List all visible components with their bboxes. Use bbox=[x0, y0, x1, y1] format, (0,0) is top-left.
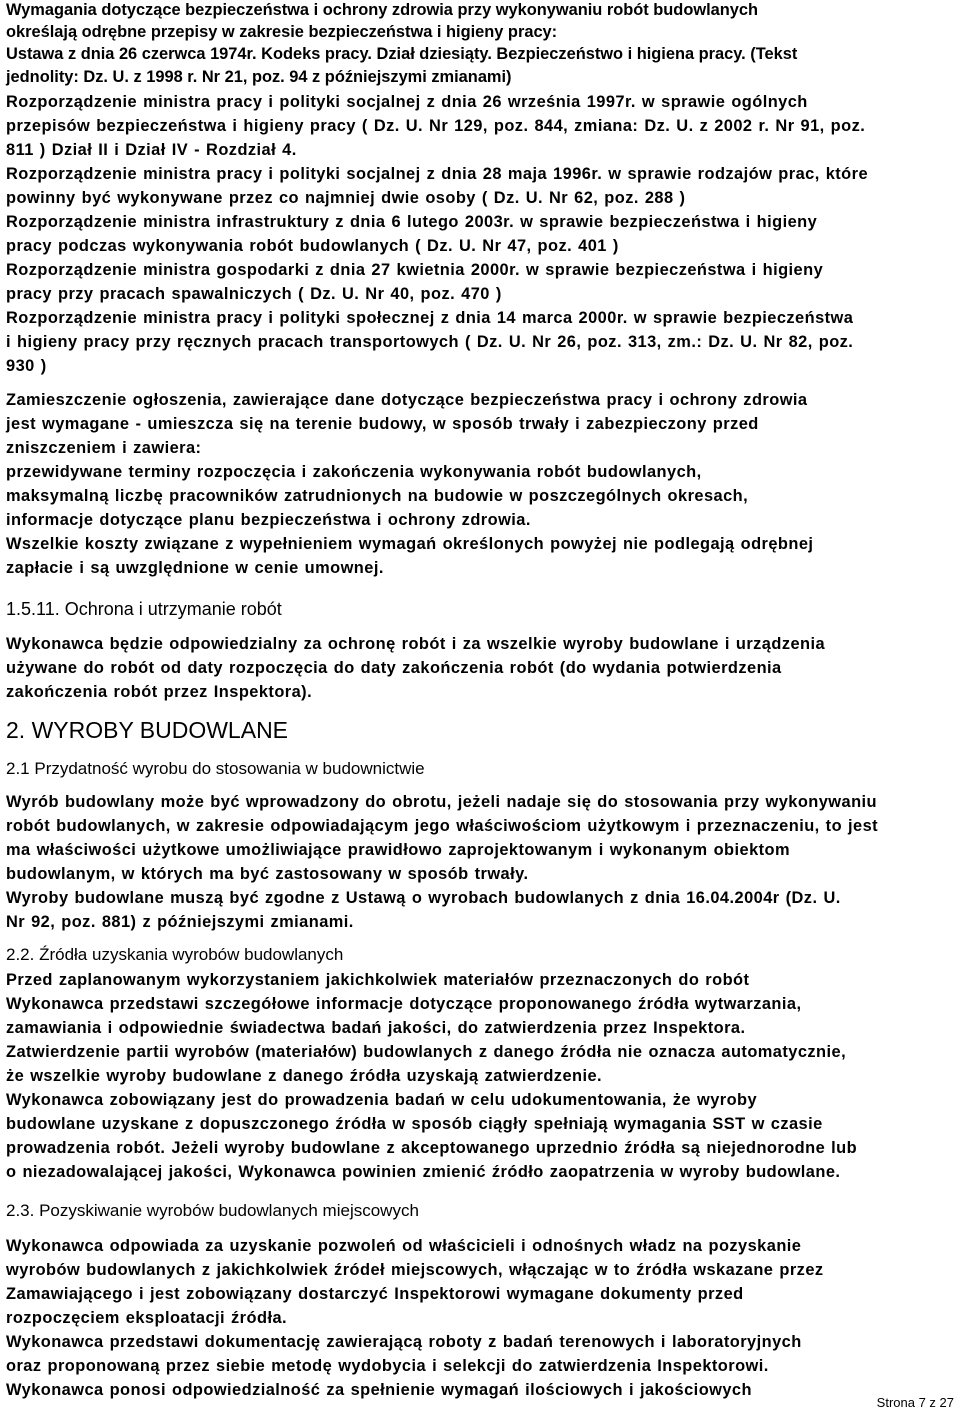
text-line: przepisów bezpieczeństwa i higieny pracy ( Dz. U. Nr 129, poz. 844, zmiana: Dz. U. z 2002 r. Nr 91, poz. bbox=[6, 117, 866, 135]
text-line: o niezadowalającej jakości, Wykonawca powinien zmienić źródło zaopatrzenia w wyroby budowlane. bbox=[6, 1163, 841, 1181]
text-line: rozpoczęciem eksploatacji źródła. bbox=[6, 1309, 288, 1327]
text-line: pracy podczas wykonywania robót budowlanych ( Dz. U. Nr 47, poz. 401 ) bbox=[6, 237, 619, 255]
text-line: informacje dotyczące planu bezpieczeństwa i ochrony zdrowia. bbox=[6, 511, 531, 529]
text-line: powinny być wykonywane przez co najmniej dwie osoby ( Dz. U. Nr 62, poz. 288 ) bbox=[6, 189, 686, 207]
section-heading-2-2: 2.2. Źródła uzyskania wyrobów budowlanych bbox=[6, 945, 344, 964]
text-line: Wykonawca będzie odpowiedzialny za ochronę robót i za wszelkie wyroby budowlane i urządzenia bbox=[6, 635, 826, 653]
text-line: Zatwierdzenie partii wyrobów (materiałów) budowlanych z danego źródła nie oznacza automatycznie, bbox=[6, 1043, 847, 1061]
text-line: zamawiania i odpowiednie świadectwa badań jakości, do zatwierdzenia przez Inspektora. bbox=[6, 1019, 746, 1037]
text-line: zakończenia robót przez Inspektora). bbox=[6, 683, 313, 701]
chapter-heading-2: 2. WYROBY BUDOWLANE bbox=[6, 717, 289, 743]
text-line: budowlanym, w których ma być zastosowany w sposób trwały. bbox=[6, 865, 529, 883]
text-line: Rozporządzenie ministra pracy i polityki socjalnej z dnia 26 września 1997r. w sprawie ogólnych bbox=[6, 93, 808, 111]
text-line: wyrobów budowlanych z jakichkolwiek źródeł miejscowych, włączając w to źródła wskazane przez bbox=[6, 1261, 824, 1279]
text-line: prowadzenia robót. Jeżeli wyroby budowlane z akceptowanego uprzednio źródła są niejednorodne lub bbox=[6, 1139, 858, 1157]
text-line: ma właściwości użytkowe umożliwiające prawidłowo zaprojektowanym i wykonanym obiektom bbox=[6, 841, 791, 859]
text-line: Wyrób budowlany może być wprowadzony do obrotu, jeżeli nadaje się do stosowania przy wykonywaniu bbox=[6, 793, 878, 811]
section-heading-2-3: 2.3. Pozyskiwanie wyrobów budowlanych miejscowych bbox=[6, 1201, 419, 1220]
text-line: Przed zaplanowanym wykorzystaniem jakichkolwiek materiałów przeznaczonych do robót bbox=[6, 971, 750, 989]
text-line: Zamieszczenie ogłoszenia, zawierające dane dotyczące bezpieczeństwa pracy i ochrony zdrowia bbox=[6, 391, 808, 409]
text-line: określają odrębne przepisy w zakresie bezpieczeństwa i higieny pracy: bbox=[6, 23, 558, 41]
section-heading-2-1: 2.1 Przydatność wyrobu do stosowania w budownictwie bbox=[6, 759, 425, 778]
text-line: Wykonawca zobowiązany jest do prowadzenia badań w celu udokumentowania, że wyroby bbox=[6, 1091, 758, 1109]
text-line: Rozporządzenie ministra gospodarki z dnia 27 kwietnia 2000r. w sprawie bezpieczeństwa i higieny bbox=[6, 261, 824, 279]
text-line: przewidywane terminy rozpoczęcia i zakończenia wykonywania robót budowlanych, bbox=[6, 463, 702, 481]
text-line: Wykonawca odpowiada za uzyskanie pozwoleń od właścicieli i odnośnych władz na pozyskanie bbox=[6, 1237, 802, 1255]
text-line: budowlane uzyskane z dopuszczonego źródła w sposób ciągły spełniają wymagania SST w czasie bbox=[6, 1115, 823, 1133]
text-line: Wykonawca przedstawi szczegółowe informacje dotyczące proponowanego źródła wytwarzania, bbox=[6, 995, 802, 1013]
page-number: Strona 7 z 27 bbox=[876, 1395, 954, 1410]
text-line: jednolity: Dz. U. z 1998 r. Nr 21, poz. 94 z późniejszymi zmianami) bbox=[6, 68, 512, 86]
text-line: Wymagania dotyczące bezpieczeństwa i ochrony zdrowia przy wykonywaniu robót budowlanych bbox=[6, 1, 759, 19]
text-line: Rozporządzenie ministra infrastruktury z dnia 6 lutego 2003r. w sprawie bezpieczeństwa i higieny bbox=[6, 213, 818, 231]
text-line: Zamawiającego i jest zobowiązany dostarczyć Inspektorowi wymagane dokumenty przed bbox=[6, 1285, 744, 1303]
text-line: jest wymagane - umieszcza się na terenie budowy, w sposób trwały i zabezpieczony przed bbox=[6, 415, 759, 433]
text-line: Wszelkie koszty związane z wypełnieniem wymagań określonych powyżej nie podlegają odrębnej bbox=[6, 535, 814, 553]
text-line: że wszelkie wyroby budowlane z danego źródła uzyskają zatwierdzenie. bbox=[6, 1067, 603, 1085]
text-line: zapłacie i są uwzględnione w cenie umownej. bbox=[6, 559, 384, 577]
text-line: Wykonawca ponosi odpowiedzialność za spełnienie wymagań ilościowych i jakościowych bbox=[6, 1381, 752, 1399]
text-line: zniszczeniem i zawiera: bbox=[6, 439, 202, 457]
text-line: robót budowlanych, w zakresie odpowiadającym jego właściwościom użytkowym i przeznaczeniu, to jest bbox=[6, 817, 879, 835]
text-line: Ustawa z dnia 26 czerwca 1974r. Kodeks pracy. Dział dziesiąty. Bezpieczeństwo i higiena pracy. (Tekst bbox=[6, 45, 798, 63]
section-heading-1-5-11: 1.5.11. Ochrona i utrzymanie robót bbox=[6, 599, 282, 619]
text-line: Wykonawca przedstawi dokumentację zawierającą roboty z badań terenowych i laboratoryjnych bbox=[6, 1333, 802, 1351]
text-line: i higieny pracy przy ręcznych pracach transportowych ( Dz. U. Nr 26, poz. 313, zm.: Dz. U. Nr 82, poz. bbox=[6, 333, 854, 351]
text-line: oraz proponowaną przez siebie metodę wydobycia i selekcji do zatwierdzenia Inspektorowi. bbox=[6, 1357, 769, 1375]
text-line: 930 ) bbox=[6, 357, 47, 375]
text-line: maksymalną liczbę pracowników zatrudnionych na budowie w poszczególnych okresach, bbox=[6, 487, 749, 505]
text-line: 811 ) Dział II i Dział IV - Rozdział 4. bbox=[6, 141, 297, 159]
text-line: Rozporządzenie ministra pracy i polityki społecznej z dnia 14 marca 2000r. w sprawie bezpieczeństwa bbox=[6, 309, 854, 327]
text-line: używane do robót od daty rozpoczęcia do daty zakończenia robót (do wydania potwierdzenia bbox=[6, 659, 782, 677]
text-line: pracy przy pracach spawalniczych ( Dz. U. Nr 40, poz. 470 ) bbox=[6, 285, 502, 303]
text-line: Rozporządzenie ministra pracy i polityki socjalnej z dnia 28 maja 1996r. w sprawie rodzajów prac, które bbox=[6, 165, 869, 183]
text-line: Nr 92, poz. 881) z późniejszymi zmianami. bbox=[6, 913, 354, 931]
text-line: Wyroby budowlane muszą być zgodne z Ustawą o wyrobach budowlanych z dnia 16.04.2004r (Dz. U. bbox=[6, 889, 841, 907]
